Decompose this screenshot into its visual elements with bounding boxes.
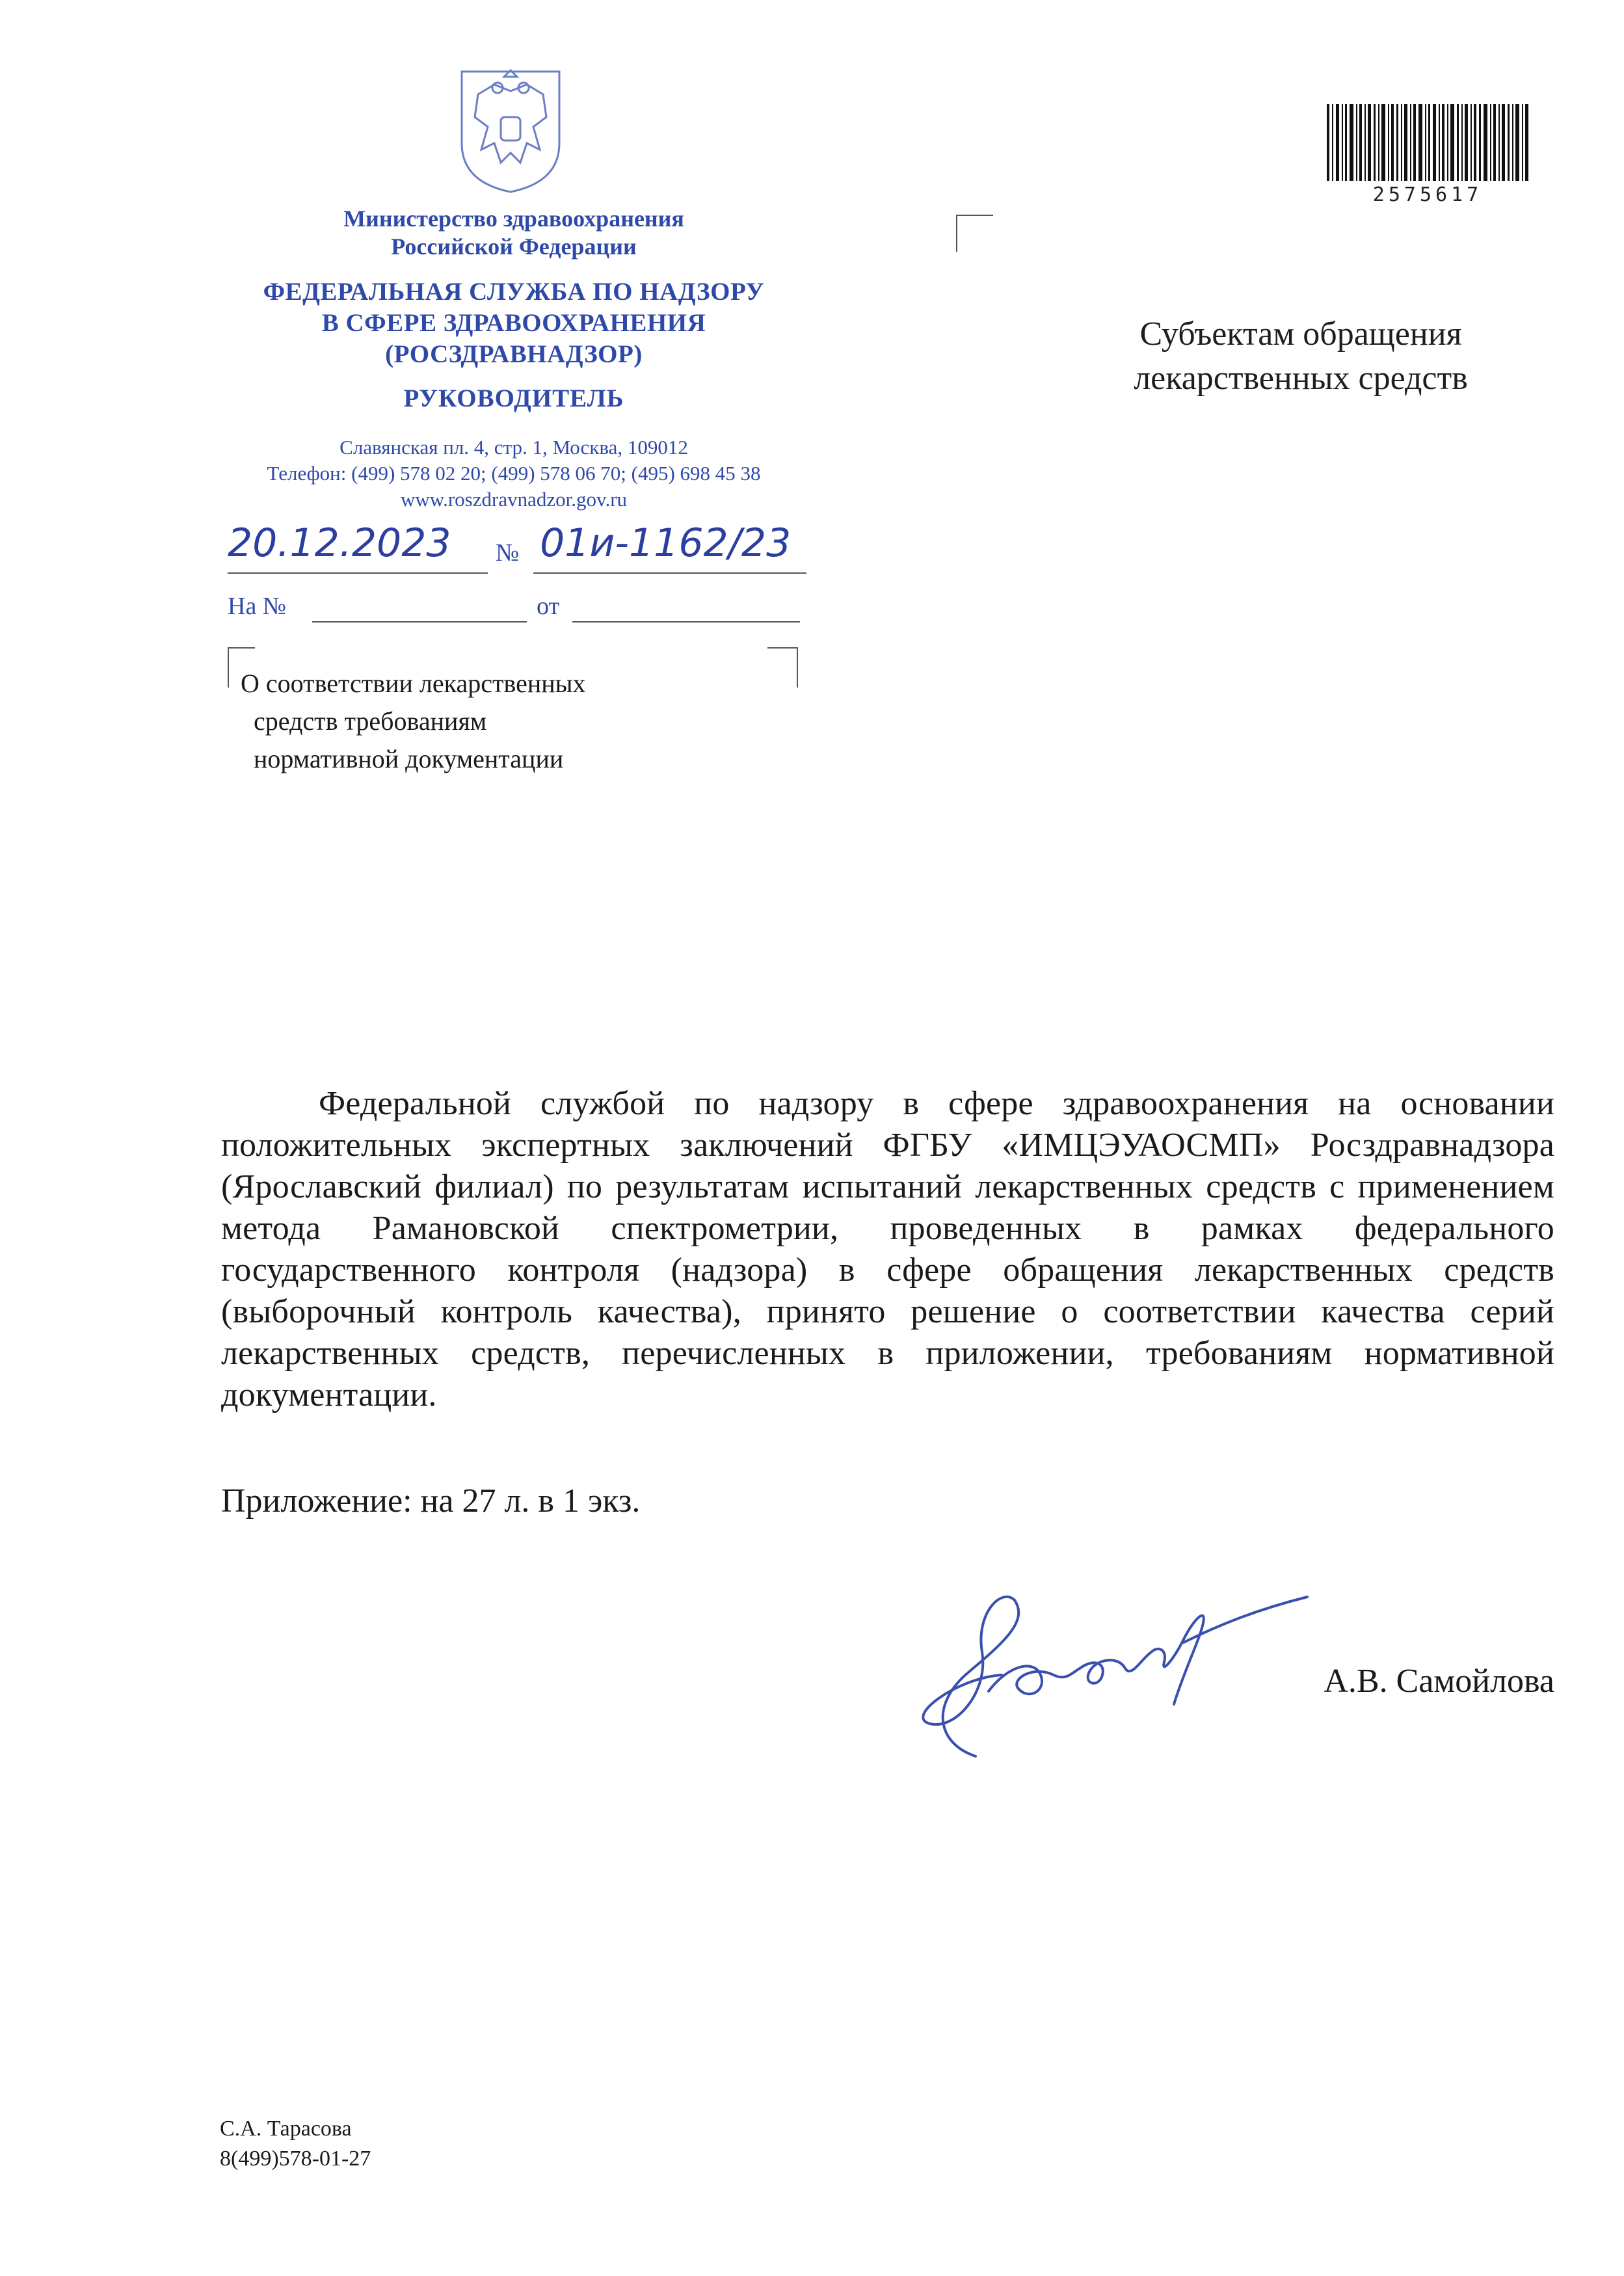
body-paragraph: Федеральной службой по надзору в сфере здравоохранения на основании положительных экспертных заключений ФГБУ «ИМЦЭУАОСМП» Росздравнадзора (Ярославский филиал) по результатам испытаний лекарственных средств с применением метода Рамановской спектрометрии, проведенных в рамках федерального государственного контроля (надзора) в сфере обращения лекарственных средств (выборочный контроль качества), принято решение о соответствии качества серий лекарственных средств, перечисленных в приложении, требованиям нормативной документации. bbox=[221, 1085, 1554, 1413]
barcode-icon bbox=[1327, 104, 1528, 181]
phones: Телефон: (499) 578 02 20; (499) 578 06 70; (495) 698 45 38 bbox=[267, 462, 761, 485]
signer-name: А.В. Самойлова bbox=[1324, 1663, 1554, 1700]
reply-number-line bbox=[312, 621, 527, 623]
service-name-line3: (РОСЗДРАВНАДЗОР) bbox=[385, 340, 643, 368]
addressee bbox=[1054, 312, 1548, 401]
website: www.roszdravnadzor.gov.ru bbox=[400, 488, 628, 511]
subject-corner-right bbox=[767, 647, 798, 688]
ministry-name-line1: Министерство здравоохранения bbox=[343, 206, 684, 232]
subject bbox=[241, 665, 748, 778]
subject-line2: средств требованиям bbox=[254, 706, 487, 736]
registration-date: 20.12.2023 bbox=[228, 520, 451, 566]
subject-line3: нормативной документации bbox=[254, 744, 564, 773]
subject-line1: О соответствии лекарственных bbox=[241, 669, 586, 698]
service-name-line1: ФЕДЕРАЛЬНАЯ СЛУЖБА ПО НАДЗОРУ bbox=[263, 278, 765, 306]
from-date-line bbox=[572, 621, 800, 623]
registration-number: 01и-1162/23 bbox=[540, 520, 792, 566]
russian-coat-of-arms-icon bbox=[455, 65, 566, 195]
address-corner-mark bbox=[956, 215, 993, 252]
from-label: от bbox=[537, 593, 560, 620]
date-underline bbox=[228, 572, 488, 574]
addressee-line1: Субъектам обращения bbox=[1139, 315, 1462, 353]
executor-name: С.А. Тарасова bbox=[220, 2117, 352, 2141]
appendix-note: Приложение: на 27 л. в 1 экз. bbox=[221, 1482, 641, 1520]
address: Славянская пл. 4, стр. 1, Москва, 109012 bbox=[339, 436, 688, 459]
executor-phone: 8(499)578-01-27 bbox=[220, 2147, 371, 2171]
addressee-line2: лекарственных средств bbox=[1134, 360, 1468, 397]
barcode-number: 2575617 bbox=[1372, 183, 1483, 206]
ministry-name-line2: Российской Федерации bbox=[391, 234, 637, 260]
number-symbol: № bbox=[496, 539, 520, 567]
executor bbox=[220, 2114, 610, 2174]
service-name-line2: В СФЕРЕ ЗДРАВООХРАНЕНИЯ bbox=[321, 309, 706, 337]
handwritten-signature-icon bbox=[878, 1561, 1333, 1776]
number-underline bbox=[533, 572, 806, 574]
reply-label: На № bbox=[228, 593, 287, 620]
head-title: РУКОВОДИТЕЛЬ bbox=[403, 384, 624, 412]
